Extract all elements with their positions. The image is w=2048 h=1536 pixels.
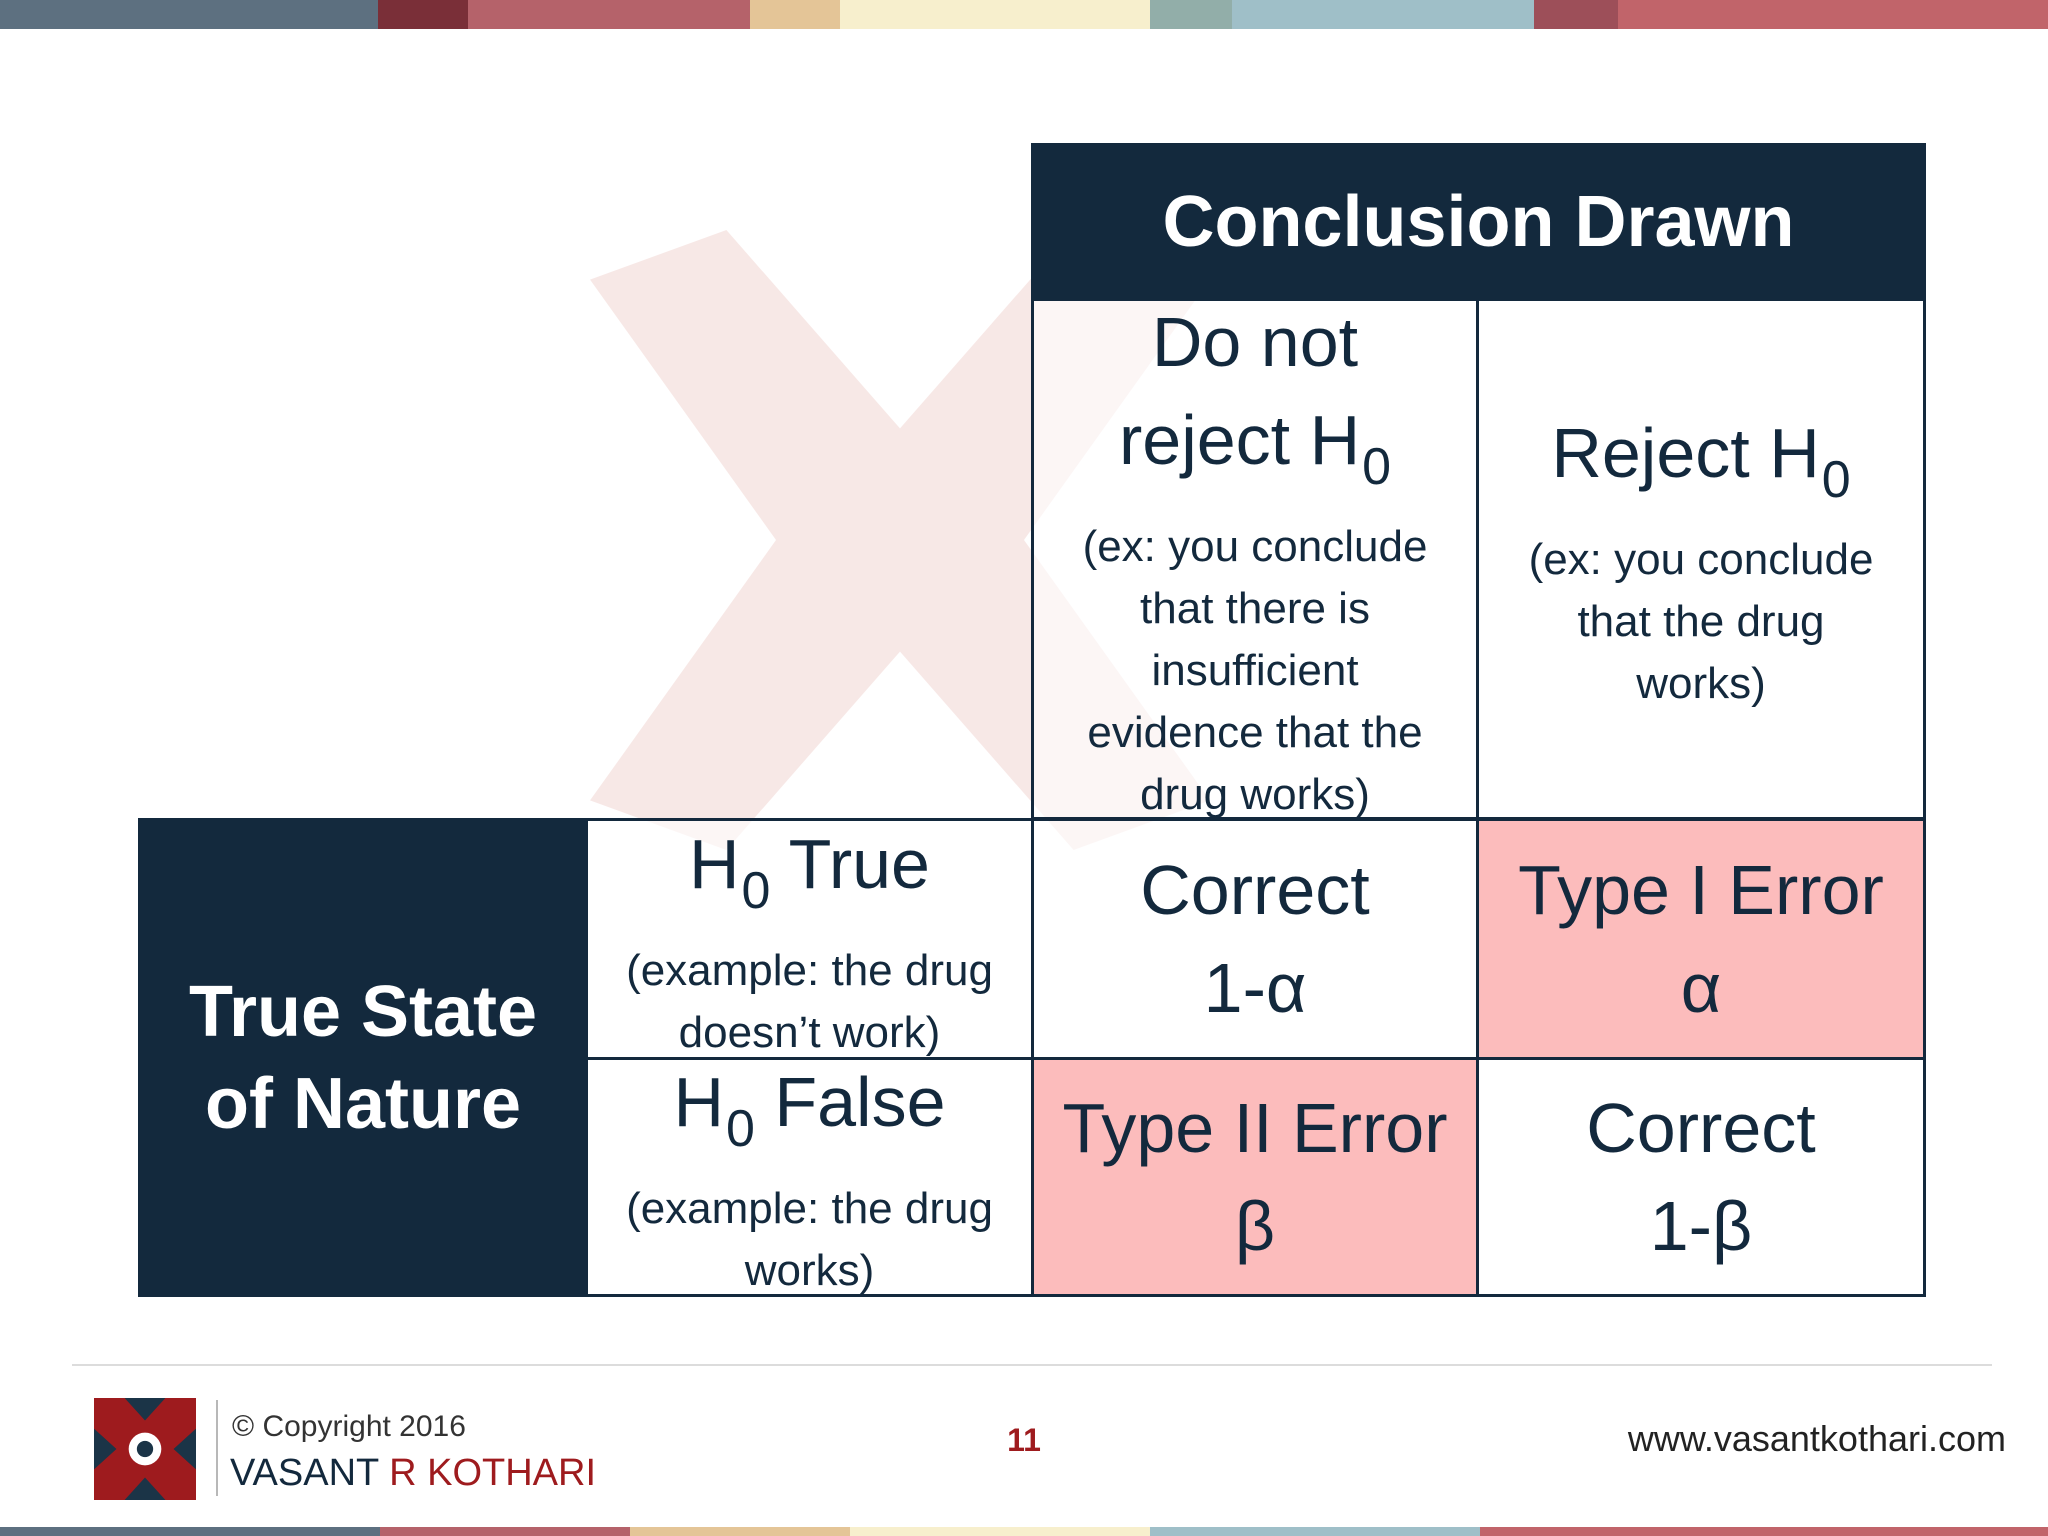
bottom-color-bar xyxy=(0,1527,2048,1536)
cell-type-2-error xyxy=(1031,1057,1479,1297)
decision-matrix xyxy=(138,143,1926,1297)
cell-label: Type I Error xyxy=(1518,851,1884,929)
row-h0-true-title xyxy=(689,815,930,940)
cell-value: 1-α xyxy=(1203,949,1307,1027)
col-do-not-reject-title-1: Do not xyxy=(1151,302,1359,381)
cell-value: 1-β xyxy=(1649,1187,1753,1265)
author-last-name: R KOTHARI xyxy=(389,1452,596,1494)
col-do-not-reject-title-2 xyxy=(1119,391,1391,516)
cell-value: β xyxy=(1234,1187,1276,1265)
row-h0-false-example-2: works) xyxy=(744,1245,875,1295)
col-do-not-reject-example-4: evidence that the xyxy=(1087,707,1423,757)
page-number: 11 xyxy=(1007,1422,1041,1458)
cell-label: Correct xyxy=(1140,851,1370,929)
true-state-line-2: of Nature xyxy=(204,1063,522,1144)
brand-logo-icon xyxy=(94,1398,196,1500)
top-color-bar xyxy=(0,0,2048,29)
col-reject-title xyxy=(1551,404,1850,529)
row-h0-true xyxy=(585,818,1034,1060)
col-reject-example-1: (ex: you conclude xyxy=(1528,534,1874,584)
author-name xyxy=(230,1452,596,1495)
row-title-prefix: H xyxy=(688,824,740,903)
col-do-not-reject xyxy=(1031,298,1479,820)
cell-correct-1-alpha xyxy=(1031,818,1479,1060)
row-title-prefix: H xyxy=(673,1062,724,1141)
col-reject-example-3: works) xyxy=(1636,658,1766,708)
row-h0-false-title xyxy=(673,1053,945,1178)
col-do-not-reject-example-1: (ex: you conclude xyxy=(1082,521,1428,571)
col-do-not-reject-example-5: drug works) xyxy=(1140,769,1370,819)
subscript: 0 xyxy=(1362,437,1392,496)
row-title-suffix: False xyxy=(754,1062,946,1141)
cell-label: Type II Error xyxy=(1062,1089,1448,1167)
conclusion-header-text: Conclusion Drawn xyxy=(1162,182,1795,262)
col-reject-example-2: that the drug xyxy=(1577,596,1825,646)
cell-value: α xyxy=(1680,949,1722,1027)
row-h0-true-example-2: doesn’t work) xyxy=(678,1007,941,1057)
copyright-text: Copyright 2016 xyxy=(262,1410,466,1443)
true-state-header xyxy=(138,818,588,1297)
website-link[interactable]: www.vasantkothari.com xyxy=(1627,1418,2006,1459)
footer-vertical-divider xyxy=(216,1400,218,1496)
cell-type-1-error xyxy=(1476,818,1926,1060)
copyright-icon: © xyxy=(232,1410,255,1443)
col-reject-title-text: Reject H xyxy=(1551,413,1820,492)
row-h0-false-example-1: (example: the drug xyxy=(626,1183,993,1233)
subscript: 0 xyxy=(741,861,771,920)
row-h0-false xyxy=(585,1057,1034,1297)
col-reject xyxy=(1476,298,1926,820)
true-state-line-1: True State xyxy=(188,971,538,1052)
row-h0-true-example-1: (example: the drug xyxy=(626,945,993,995)
author-first-name: VASANT xyxy=(230,1452,379,1494)
col-do-not-reject-title-text: reject H xyxy=(1118,400,1361,479)
footer-divider xyxy=(72,1364,1992,1366)
col-do-not-reject-example-3: insufficient xyxy=(1151,645,1359,695)
subscript: 0 xyxy=(726,1099,755,1158)
cell-correct-1-beta xyxy=(1476,1057,1926,1297)
row-title-suffix: True xyxy=(770,824,930,903)
col-do-not-reject-example-2: that there is xyxy=(1140,583,1370,633)
subscript: 0 xyxy=(1821,450,1851,509)
copyright-line xyxy=(232,1410,466,1444)
conclusion-header xyxy=(1031,143,1926,301)
cell-label: Correct xyxy=(1586,1089,1816,1167)
